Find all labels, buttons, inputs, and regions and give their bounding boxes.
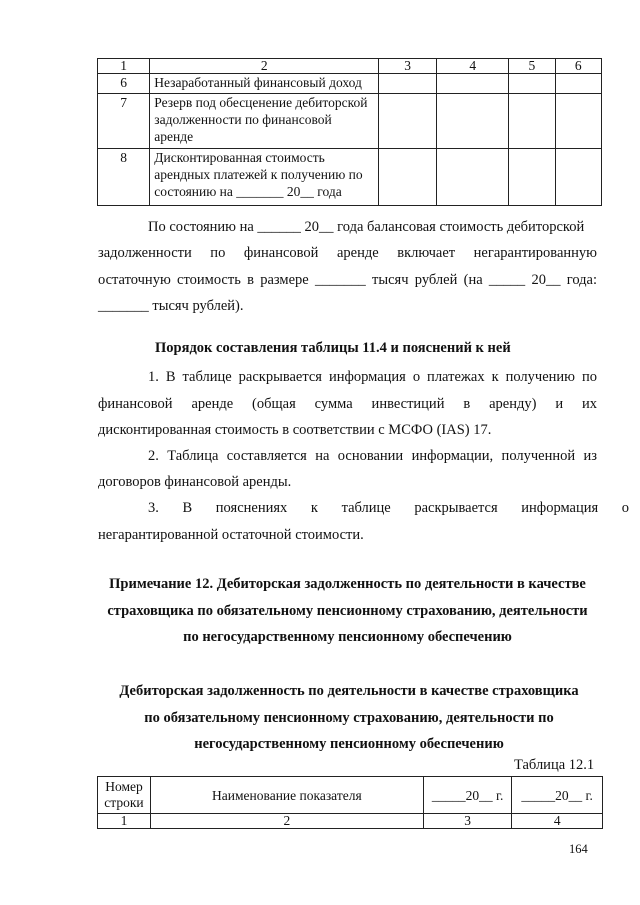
para1-line: задолженности по финансовой аренде включает негарантированную [98, 245, 597, 261]
table-row [98, 74, 602, 94]
col-number: 1 [98, 814, 151, 829]
row-label [150, 74, 379, 94]
table-cell [379, 149, 437, 206]
list-item-line: финансовой аренде (общая сумма инвестиций в аренду) и их [98, 396, 597, 412]
list-item-line: договоров финансовой аренды. [98, 474, 292, 490]
row-label-line: Незаработанный финансовый доход [154, 75, 362, 90]
row-number: 6 [98, 74, 150, 94]
para1-line: По состоянию на ______ 20__ года балансовая стоимость дебиторской [148, 219, 585, 235]
table-row [98, 94, 602, 149]
row-label-line: Дисконтированная стоимость [154, 150, 325, 165]
para1-line: _______ тысяч рублей). [98, 298, 244, 314]
col-header: 3 [379, 59, 437, 74]
note-heading-line: по негосударственному пенсионному обеспечению [183, 629, 512, 645]
table-cell [509, 149, 555, 206]
col-header-line: строки [104, 795, 144, 810]
list-item-line: 1. В таблице раскрывается информация о платежах к получению по [148, 369, 597, 385]
col-number: 2 [150, 814, 423, 829]
table-row [98, 814, 603, 829]
table-cell [379, 94, 437, 149]
table-header-row [98, 59, 602, 74]
note-heading-line: страховщика по обязательному пенсионному страхованию, деятельности [107, 603, 588, 619]
table-title-line: негосударственному пенсионному обеспечению [194, 736, 504, 752]
col-header-row-number [98, 777, 151, 814]
row-number: 8 [98, 149, 150, 206]
table-cell [379, 74, 437, 94]
table-cell [555, 74, 601, 94]
col-header: 6 [555, 59, 601, 74]
table-cell [509, 74, 555, 94]
section-heading: Порядок составления таблицы 11.4 и пояснений к ней [155, 340, 511, 356]
col-header: 5 [509, 59, 555, 74]
receivables-table [97, 776, 603, 829]
col-header-year: _____20__ г. [423, 777, 512, 814]
row-label-line: арендных платежей к получению по [154, 167, 363, 182]
col-number: 4 [512, 814, 603, 829]
col-header-year: _____20__ г. [512, 777, 603, 814]
col-header: 2 [150, 59, 379, 74]
row-label-line: состоянию на _______ 20__ года [154, 184, 342, 199]
col-header-indicator: Наименование показателя [150, 777, 423, 814]
row-label [150, 94, 379, 149]
table-cell [437, 94, 509, 149]
col-header: 1 [98, 59, 150, 74]
table-title-line: Дебиторская задолженность по деятельности в качестве страховщика [119, 683, 579, 699]
financial-lease-table [97, 58, 602, 206]
list-item-line: 3. В пояснениях к таблице раскрывается информация о [148, 500, 630, 516]
table-cell [509, 94, 555, 149]
table-header-row [98, 777, 603, 814]
col-header: 4 [437, 59, 509, 74]
row-label-line: аренде [154, 129, 194, 144]
row-label-line: Резерв под обесценение дебиторской [154, 95, 368, 110]
list-item-line: 2. Таблица составляется на основании информации, полученной из [148, 448, 597, 464]
row-label-line: задолженности по финансовой [154, 112, 332, 127]
table-cell [437, 149, 509, 206]
table-cell [555, 149, 601, 206]
col-number: 3 [423, 814, 512, 829]
list-item-line: дисконтированная стоимость в соответствии с МСФО (IAS) 17. [98, 422, 492, 438]
list-item-line: негарантированной остаточной стоимости. [98, 527, 364, 543]
table-label: Таблица 12.1 [514, 757, 595, 773]
row-number: 7 [98, 94, 150, 149]
table-title-line: по обязательному пенсионному страхованию, деятельности по [144, 710, 554, 726]
table-cell [555, 94, 601, 149]
table-row [98, 149, 602, 206]
note-heading-line: Примечание 12. Дебиторская задолженность по деятельности в качестве [109, 576, 586, 592]
row-label [150, 149, 379, 206]
table-cell [437, 74, 509, 94]
col-header-line: Номер [105, 779, 143, 794]
para1-line: остаточную стоимость в размере _______ тысяч рублей (на _____ 20__ года: [98, 272, 597, 288]
page-number: 164 [569, 842, 588, 856]
